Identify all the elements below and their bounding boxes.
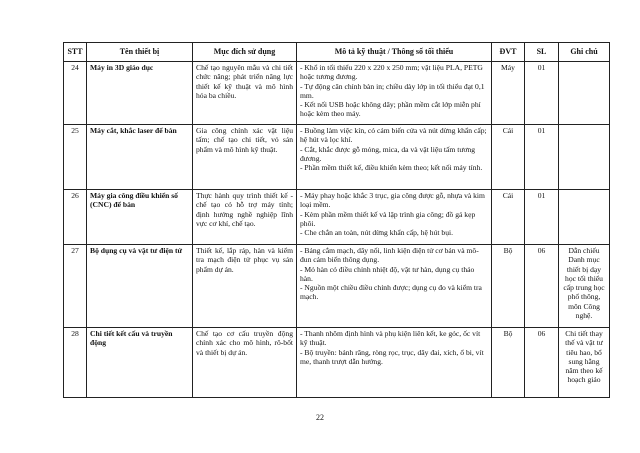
cell-name: Chi tiết kết cấu và truyền động — [87, 328, 193, 398]
table-row — [64, 328, 610, 398]
spec-line: - Cắt, khắc được gỗ mỏng, mica, da và vật liệu tấm tương đương. — [300, 144, 476, 163]
header-note: Ghi chú — [559, 43, 610, 62]
table-row — [64, 125, 610, 190]
spec-line: - Tự động cân chỉnh bàn in; chiều dày lớp in tối thiểu đạt 0,1 mm. — [300, 81, 485, 100]
table-row — [64, 190, 610, 245]
header-qty: SL — [525, 43, 559, 62]
cell-purpose: Chế tạo nguyên mẫu và chi tiết chức năng; phát triển năng lực thiết kế kỹ thuật và mô hình hóa ba chiều. — [193, 62, 297, 125]
spec-line: - Thanh nhôm định hình và phụ kiện liên kết, ke góc, ốc vít kỹ thuật. — [300, 329, 481, 348]
spec-line: - Che chắn an toàn, nút dừng khẩn cấp, hệ hút bụi. — [300, 228, 453, 237]
cell-purpose: Chế tạo cơ cấu truyền động chính xác cho mô hình, rô-bốt và thiết bị dự án. — [193, 328, 297, 398]
cell-specs — [297, 125, 492, 190]
cell-name: Máy cắt, khắc laser để bàn — [87, 125, 193, 190]
spec-line: - Bảng cắm mạch, dây nối, linh kiện điện tử cơ bản và mô-đun cảm biến thông dụng. — [300, 246, 479, 265]
cell-unit: Bộ — [492, 328, 525, 398]
spec-line: - Buồng làm việc kín, có cảm biến cửa và nút dừng khẩn cấp; hệ hút và lọc khí. — [300, 126, 487, 145]
spec-line: - Máy phay hoặc khắc 3 trục, gia công được gỗ, nhựa và kim loại mềm. — [300, 191, 485, 210]
cell-unit: Bộ — [492, 245, 525, 328]
cell-unit: Cái — [492, 190, 525, 245]
cell-specs — [297, 245, 492, 328]
cell-qty: 01 — [525, 125, 559, 190]
cell-purpose: Thực hành quy trình thiết kế - chế tạo có hỗ trợ máy tính; định hướng nghề nghiệp lĩnh vực cơ khí, chế tạo. — [193, 190, 297, 245]
spec-line: - Nguồn một chiều điều chỉnh được; dụng cụ đo và kiểm tra mạch. — [300, 283, 482, 302]
cell-qty: 01 — [525, 190, 559, 245]
header-specs: Mô tả kỹ thuật / Thông số tối thiểu — [297, 43, 492, 62]
header-row — [64, 43, 610, 62]
cell-purpose: Thiết kế, lắp ráp, hàn và kiểm tra mạch điện tử phục vụ sản phẩm dự án. — [193, 245, 297, 328]
table-row — [64, 62, 610, 125]
cell-note — [559, 190, 610, 245]
cell-stt: 27 — [64, 245, 87, 328]
table-row — [64, 245, 610, 328]
equipment-table — [63, 42, 610, 398]
cell-specs — [297, 328, 492, 398]
cell-note — [559, 62, 610, 125]
cell-qty: 01 — [525, 62, 559, 125]
cell-stt: 24 — [64, 62, 87, 125]
table-header — [64, 43, 610, 62]
cell-stt: 25 — [64, 125, 87, 190]
cell-name: Máy gia công điều khiển số (CNC) để bàn — [87, 190, 193, 245]
cell-unit: Máy — [492, 62, 525, 125]
header-stt: STT — [64, 43, 87, 62]
header-purpose: Mục đích sử dụng — [193, 43, 297, 62]
cell-stt: 26 — [64, 190, 87, 245]
cell-note — [559, 125, 610, 190]
spec-line: - Phần mềm thiết kế, điều khiển kèm theo; kết nối máy tính. — [300, 163, 483, 172]
cell-qty: 06 — [525, 328, 559, 398]
cell-purpose: Gia công chính xác vật liệu tấm; chế tạo chi tiết, vỏ sản phẩm và mô hình kỹ thuật. — [193, 125, 297, 190]
cell-specs — [297, 190, 492, 245]
cell-qty: 06 — [525, 245, 559, 328]
header-name: Tên thiết bị — [87, 43, 193, 62]
cell-note: Dẫn chiếu Danh mục thiết bị dạy học tối thiểu cấp trung học phổ thông, môn Công nghệ. — [559, 245, 610, 328]
cell-specs — [297, 62, 492, 125]
cell-stt: 28 — [64, 328, 87, 398]
spec-line: - Bộ truyền: bánh răng, ròng rọc, trục, dây đai, xích, ổ bi, vít me, thanh trượt dẫn hướng. — [300, 347, 484, 366]
cell-name: Bộ dụng cụ và vật tư điện tử — [87, 245, 193, 328]
cell-unit: Cái — [492, 125, 525, 190]
spec-line: - Kèm phần mềm thiết kế và lập trình gia công; đồ gá kẹp phôi. — [300, 209, 476, 228]
table-body — [64, 62, 610, 398]
page-number: 22 — [316, 413, 324, 422]
spec-line: - Khổ in tối thiểu 220 x 220 x 250 mm; vật liệu PLA, PETG hoặc tương đương. — [300, 63, 483, 82]
cell-note: Chi tiết thay thế và vật tư tiêu hao, bổ sung hằng năm theo kế hoạch giáo — [559, 328, 610, 398]
header-unit: ĐVT — [492, 43, 525, 62]
spec-line: - Mỏ hàn có điều chỉnh nhiệt độ, vật tư hàn, dụng cụ tháo hàn. — [300, 264, 475, 283]
cell-name: Máy in 3D giáo dục — [87, 62, 193, 125]
spec-line: - Kết nối USB hoặc không dây; phần mềm cắt lớp miễn phí hoặc kèm theo máy. — [300, 100, 481, 119]
